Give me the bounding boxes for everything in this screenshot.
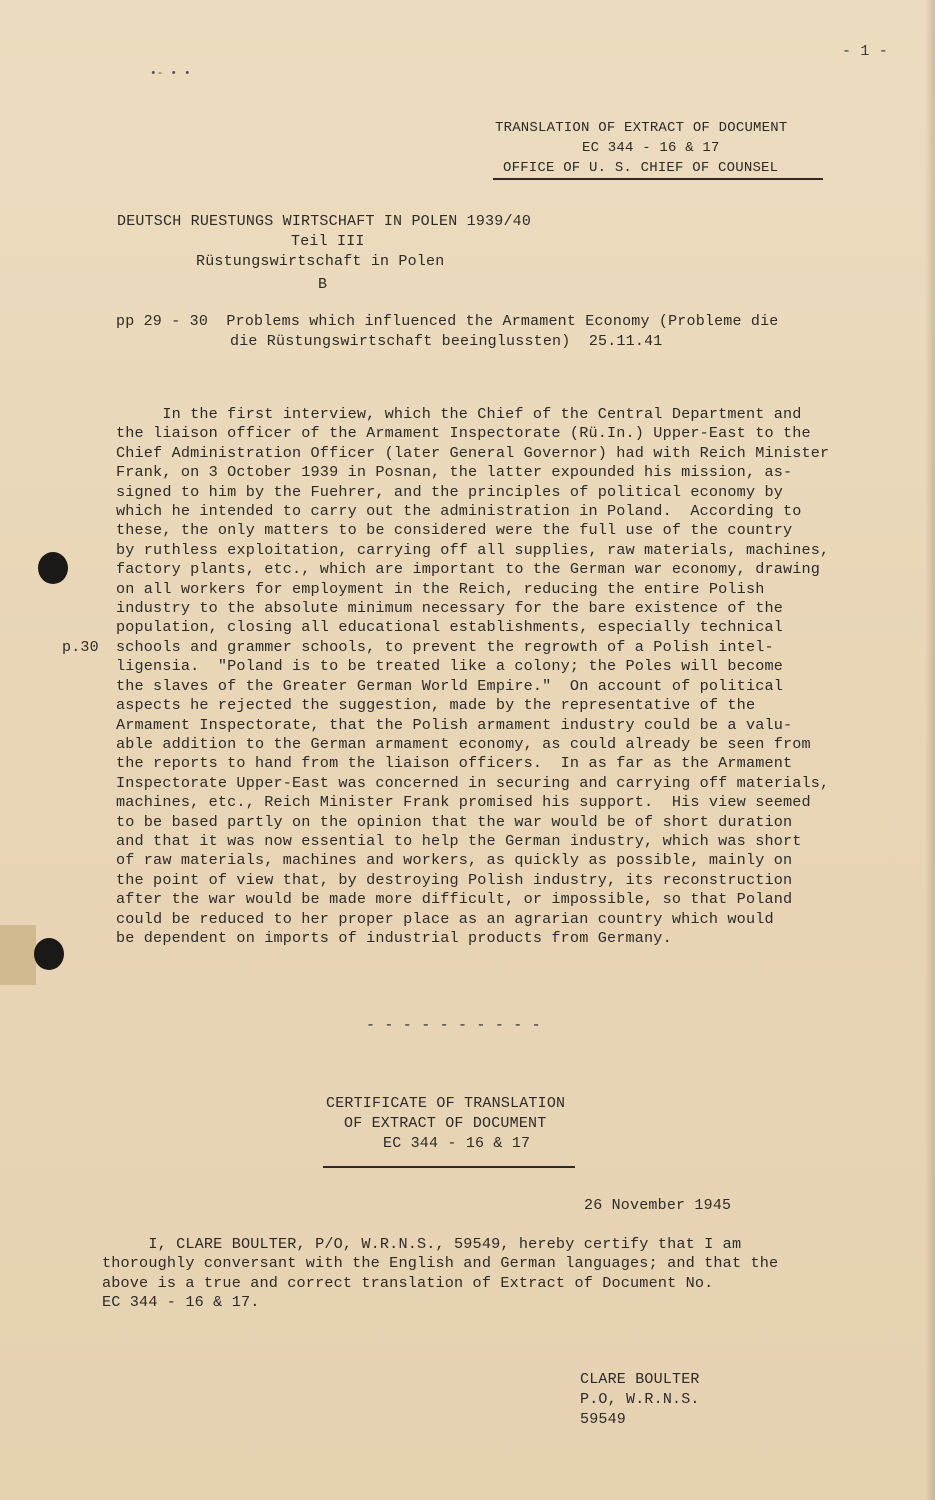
body-line: signed to him by the Fuehrer, and the principles of political economy by	[116, 482, 784, 501]
doc-title-line-3: Rüstungswirtschaft in Polen	[196, 253, 445, 270]
body-line: the liaison officer of the Armament Inspectorate (Rü.In.) Upper-East to the	[116, 424, 811, 443]
certificate-underline	[323, 1166, 575, 1168]
body-line: the reports to hand from the liaison officers. In as far as the Armament	[116, 754, 793, 773]
body-line: and that it was now essential to help the German industry, which was short	[116, 831, 802, 850]
header-line-3: OFFICE OF U. S. CHIEF OF COUNSEL	[503, 160, 779, 176]
signature-name: CLARE BOULTER	[580, 1371, 700, 1388]
certificate-line: EC 344 - 16 & 17.	[102, 1293, 260, 1312]
punch-hole-bottom	[34, 938, 64, 970]
body-line: these, the only matters to be considered were the full use of the country	[116, 521, 793, 540]
subject-line-1: pp 29 - 30 Problems which influenced the Armament Economy (Probleme die	[116, 313, 779, 330]
header-underline	[493, 178, 823, 180]
body-line: aspects he rejected the suggestion, made by the representative of the	[116, 696, 756, 715]
body-line: could be reduced to her proper place as an agrarian country which would	[116, 909, 774, 928]
certificate-body	[102, 1235, 862, 1313]
body-line: which he intended to carry out the administration in Poland. According to	[116, 502, 802, 521]
body-line: by ruthless exploitation, carrying off all supplies, raw materials, machines,	[116, 540, 830, 559]
certificate-title-1: CERTIFICATE OF TRANSLATION	[326, 1095, 566, 1112]
certificate-line: I, CLARE BOULTER, P/O, W.R.N.S., 59549, hereby certify that I am	[102, 1235, 742, 1253]
signature-number: 59549	[580, 1411, 627, 1428]
certificate-line: thoroughly conversant with the English and German languages; and that the	[102, 1254, 779, 1273]
body-line: able addition to the German armament economy, as could already be seen from	[116, 734, 811, 753]
body-line: the point of view that, by destroying Polish industry, its reconstruction	[116, 870, 793, 889]
body-line: factory plants, etc., which are important to the German war economy, drawing	[116, 560, 821, 579]
body-line: be dependent on imports of industrial products from Germany.	[116, 928, 672, 947]
body-paragraph	[116, 405, 876, 948]
body-line: Chief Administration Officer (later General Governor) had with Reich Minister	[116, 443, 830, 462]
signature-rank: P.O, W.R.N.S.	[580, 1391, 700, 1408]
body-line: schools and grammer schools, to prevent the regrowth of a Polish intel-	[116, 637, 774, 656]
body-line: In the first interview, which the Chief of the Central Department and	[116, 405, 802, 423]
body-line: Armament Inspectorate, that the Polish armament industry could be a valu-	[116, 715, 793, 734]
body-line: of raw materials, machines and workers, as quickly as possible, mainly on	[116, 851, 793, 870]
header-line-1: TRANSLATION OF EXTRACT OF DOCUMENT	[495, 120, 788, 136]
body-line: population, closing all educational establishments, especially technical	[116, 618, 784, 637]
section-separator: - - - - - - - - - -	[366, 1017, 541, 1034]
doc-title-line-2: Teil III	[291, 233, 365, 250]
page-number: - 1 -	[842, 43, 889, 60]
header-line-2: EC 344 - 16 & 17	[582, 140, 720, 156]
subject-line-2: die Rüstungswirtschaft beeinglussten) 25.11.41	[230, 333, 663, 350]
body-line: the slaves of the Greater German World Empire." On account of political	[116, 676, 784, 695]
body-line: after the war would be made more difficult, or impossible, so that Poland	[116, 890, 793, 909]
tape-strip	[0, 925, 36, 985]
certificate-title-2: OF EXTRACT OF DOCUMENT	[344, 1115, 547, 1132]
body-line: industry to the absolute minimum necessary for the bare existence of the	[116, 599, 784, 618]
certificate-title-3: EC 344 - 16 & 17	[383, 1135, 531, 1152]
doc-title-line-1: DEUTSCH RUESTUNGS WIRTSCHAFT IN POLEN 1939/40	[117, 213, 532, 230]
body-line: ligensia. "Poland is to be treated like a colony; the Poles will become	[116, 657, 784, 676]
body-line: machines, etc., Reich Minister Frank promised his support. His view seemed	[116, 793, 811, 812]
body-line: Frank, on 3 October 1939 in Posnan, the latter expounded his mission, as-	[116, 463, 793, 482]
certificate-date: 26 November 1945	[584, 1197, 732, 1214]
top-left-marks: •- • •	[150, 68, 191, 80]
certificate-line: above is a true and correct translation of Extract of Document No.	[102, 1273, 714, 1292]
punch-hole-top	[38, 552, 68, 584]
margin-note: p.30	[62, 639, 99, 656]
doc-title-line-4: B	[318, 276, 328, 293]
body-line: on all workers for employment in the Reich, reducing the entire Polish	[116, 579, 765, 598]
body-line: to be based partly on the opinion that the war would be of short duration	[116, 812, 793, 831]
body-line: Inspectorate Upper-East was concerned in securing and carrying off materials,	[116, 773, 830, 792]
